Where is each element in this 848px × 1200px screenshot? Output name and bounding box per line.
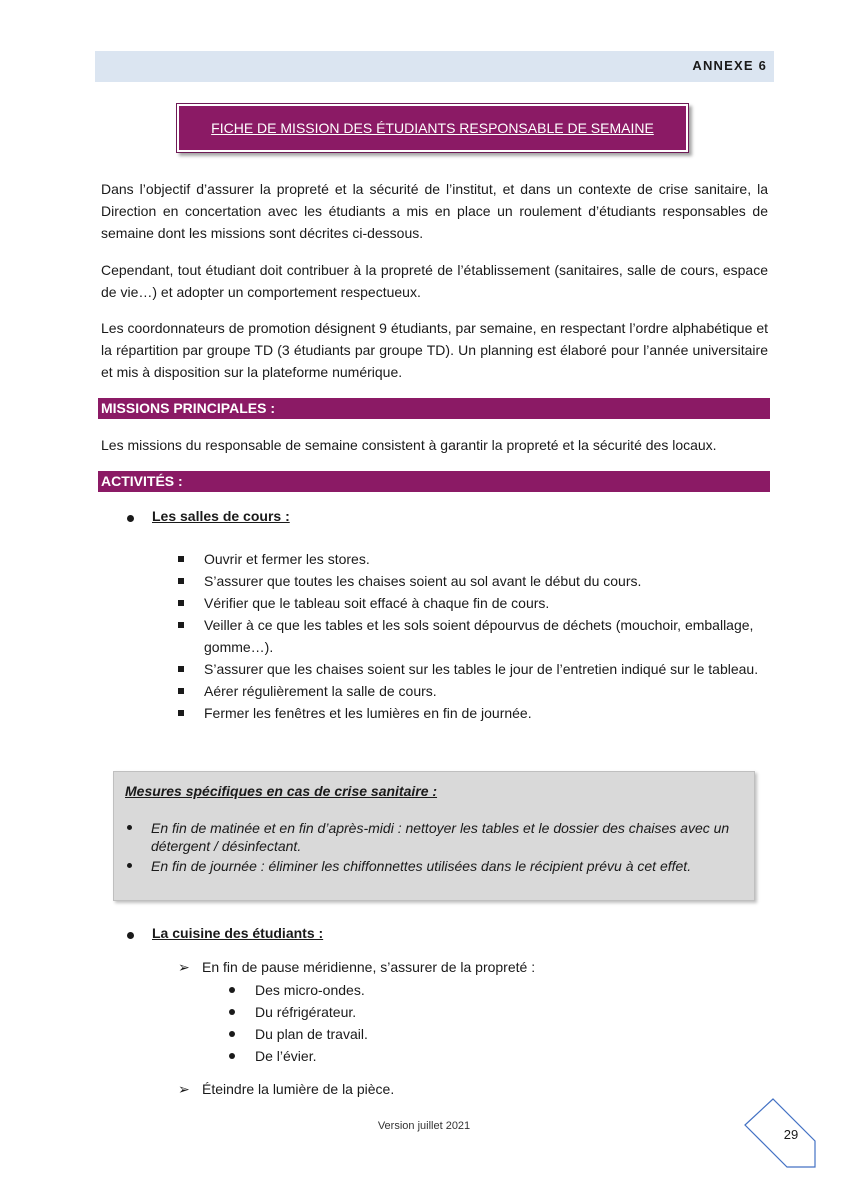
- list-item: Aérer régulièrement la salle de cours.: [178, 680, 778, 702]
- intro-paragraph-1: Dans l’objectif d’assurer la propreté et la sécurité de l’institut, et dans un contexte de crise sanitaire, la Direction en concertation avec les étudiants a mis en place un roulement d’étudiants responsables de semaine dont les missions sont décrites ci-dessous.: [101, 181, 768, 241]
- missions-text: Les missions du responsable de semaine consistent à garantir la propreté et la sécurité des locaux.: [101, 437, 717, 453]
- list-item: Fermer les fenêtres et les lumières en fin de journée.: [178, 702, 778, 724]
- list-item: Vérifier que le tableau soit effacé à chaque fin de cours.: [178, 592, 778, 614]
- arrow-bullet-icon: ➢: [178, 959, 190, 975]
- bullet-icon: [127, 515, 134, 522]
- square-bullet-icon: [178, 666, 184, 672]
- page-number: 29: [783, 1127, 799, 1142]
- document-title: FICHE DE MISSION DES ÉTUDIANTS RESPONSABLE DE SEMAINE: [211, 120, 654, 136]
- square-bullet-icon: [178, 578, 184, 584]
- classrooms-title: Les salles de cours :: [152, 508, 290, 524]
- list-item: Du réfrigérateur.: [229, 1001, 368, 1023]
- list-item: Veiller à ce que les tables et les sols soient dépourvus de déchets (mouchoir, emballage, gomme…).: [178, 614, 778, 658]
- kitchen-check-list: [229, 979, 368, 1067]
- annex-label: ANNEXE 6: [692, 58, 767, 73]
- sanitary-measures-box: [113, 771, 755, 901]
- list-item: En fin de journée : éliminer les chiffonnettes utilisées dans le récipient prévu à cet effet.: [125, 857, 745, 875]
- bullet-icon: [127, 863, 132, 868]
- square-bullet-icon: [178, 688, 184, 694]
- kitchen-title: La cuisine des étudiants :: [152, 925, 324, 941]
- kitchen-light-item: ➢ Éteindre la lumière de la pièce.: [178, 1078, 394, 1100]
- bullet-icon: [127, 825, 132, 830]
- classrooms-list: [178, 548, 778, 724]
- missions-heading: MISSIONS PRINCIPALES :: [98, 398, 770, 419]
- bullet-icon: [229, 1031, 235, 1037]
- list-item: En fin de matinée et en fin d’après-midi : nettoyer les tables et le dossier des chaises avec un détergent / désinfectant.: [125, 819, 745, 855]
- list-item: S’assurer que toutes les chaises soient au sol avant le début du cours.: [178, 570, 778, 592]
- list-item: Du plan de travail.: [229, 1023, 368, 1045]
- intro-paragraph-2: Cependant, tout étudiant doit contribuer à la propreté de l’établissement (sanitaires, salle de cours, espace de vie…) et adopter un comportement respectueux.: [101, 262, 768, 300]
- list-item: Ouvrir et fermer les stores.: [178, 548, 778, 570]
- bullet-icon: [127, 932, 134, 939]
- bullet-icon: [229, 987, 235, 993]
- bullet-icon: [229, 1053, 235, 1059]
- square-bullet-icon: [178, 710, 184, 716]
- version-footer: Version juillet 2021: [377, 1120, 471, 1132]
- activities-heading: ACTIVITÉS :: [98, 471, 770, 492]
- intro-paragraph-3: Les coordonnateurs de promotion désignent 9 étudiants, par semaine, en respectant l’ordre alphabétique et la répartition par groupe TD (3 étudiants par groupe TD). Un planning est élaboré pour l’année universitaire et mis à disposition sur la plateforme numérique.: [101, 320, 768, 380]
- document-title-box: [176, 103, 689, 153]
- list-item: De l’évier.: [229, 1045, 368, 1067]
- sanitary-measures-title: Mesures spécifiques en cas de crise sanitaire :: [125, 783, 438, 799]
- square-bullet-icon: [178, 556, 184, 562]
- square-bullet-icon: [178, 600, 184, 606]
- kitchen-check-item: ➢ En fin de pause méridienne, s’assurer de la propreté :: [178, 956, 535, 978]
- list-item: S’assurer que les chaises soient sur les tables le jour de l’entretien indiqué sur le tableau.: [178, 658, 778, 680]
- bullet-icon: [229, 1009, 235, 1015]
- sanitary-measures-list: [125, 819, 745, 877]
- arrow-bullet-icon: ➢: [178, 1081, 190, 1097]
- annex-header-bar: [95, 51, 774, 82]
- list-item: Des micro-ondes.: [229, 979, 368, 1001]
- square-bullet-icon: [178, 622, 184, 628]
